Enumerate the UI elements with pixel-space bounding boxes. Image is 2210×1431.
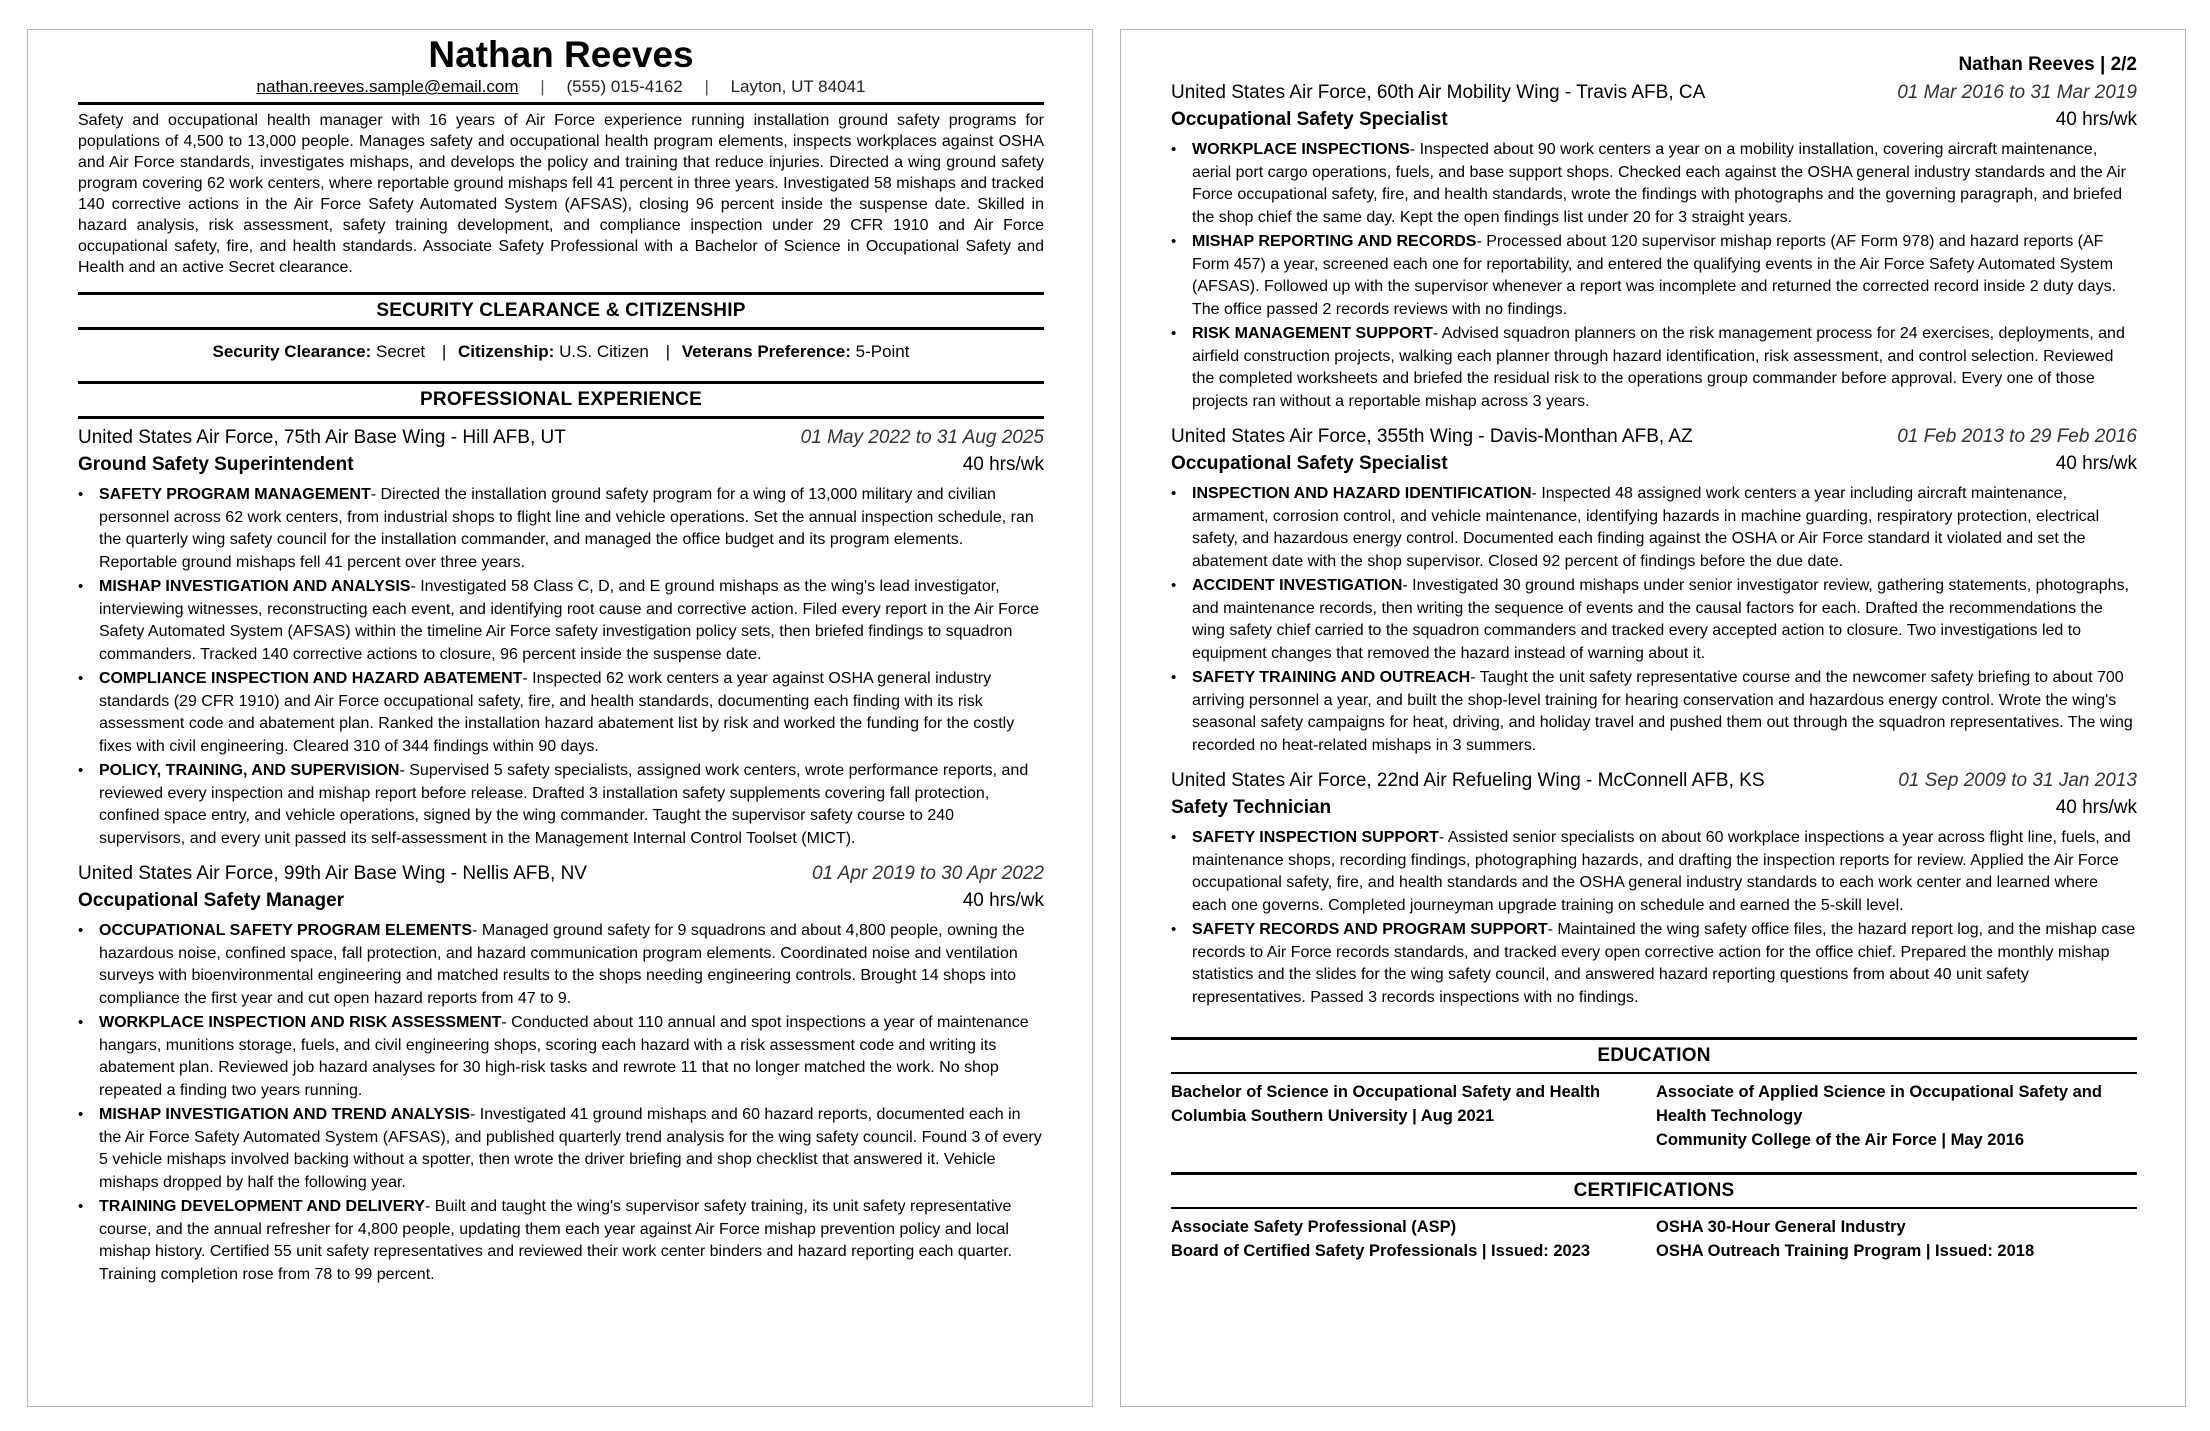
job-org-line — [78, 860, 1044, 887]
bullet-text: - Maintained the wing safety office files, the hazard report log, and the mishap case records to Air Force records standards, and tracked every open corrective action for the office chief. Prepared the monthly mishap statistics and the slides for the wing safety council, and answered hazard reporting questions from about 40 unit safety representatives. Passed 3 records inspections with no findings. — [1192, 921, 2136, 1006]
job-title-line — [1171, 106, 2137, 133]
job-hours: 40 hrs/wk — [962, 454, 1044, 475]
job-organization: United States Air Force, 22nd Air Refueling Wing - McConnell AFB, KS — [1171, 770, 1765, 791]
job-hours: 40 hrs/wk — [2055, 453, 2137, 474]
bullet-text: - Processed about 120 supervisor mishap reports (AF Form 978) and hazard reports (AF Form 457) a year, screened each one for reportability, and entered the qualifying events in the Air Force Safety Automated System (AFSAS). Followed up with the supervisor whenever a report was incomplete and returned the corrected record inside 2 duty days. The office passed 2 records reviews with no findings. — [1192, 233, 2117, 318]
list-item — [78, 576, 1044, 666]
certifications-section-heading: CERTIFICATIONS — [1171, 1172, 2137, 1209]
bullet-text: - Managed ground safety for 9 squadrons and about 4,800 people, owning the hazardous noise, confined space, fall protection, and hazard communication program elements. Coordinated noise and ventilation surveys with bioenvironmental engineering and matched results to the shops needing engineering controls. Brought 14 shops into compliance the first year and cut open hazard reports from 47 to 9. — [99, 922, 1025, 1007]
job-bullets — [1171, 483, 2137, 757]
bullet-lead: SAFETY PROGRAM MANAGEMENT — [99, 486, 371, 503]
experience-section-heading: PROFESSIONAL EXPERIENCE — [78, 381, 1044, 419]
job-entry — [78, 860, 1044, 1286]
bullet-lead: MISHAP REPORTING AND RECORDS — [1192, 233, 1477, 250]
contact-separator: | — [704, 77, 709, 96]
bullet-lead: POLICY, TRAINING, AND SUPERVISION — [99, 762, 400, 779]
job-organization: United States Air Force, 75th Air Base Wing - Hill AFB, UT — [78, 427, 566, 448]
list-item — [78, 1104, 1044, 1194]
location: Layton, UT 84041 — [730, 77, 866, 96]
education-section-heading: EDUCATION — [1171, 1037, 2137, 1074]
job-dates: 01 Feb 2013 to 29 Feb 2016 — [1897, 426, 2137, 447]
certification-list — [1171, 1215, 2137, 1263]
job-title: Occupational Safety Specialist — [1171, 109, 1448, 130]
candidate-name: Nathan Reeves — [428, 34, 694, 75]
list-item — [78, 760, 1044, 850]
bullet-text: - Directed the installation ground safety program for a wing of 13,000 military and civilian personnel across 62 work centers, from industrial shops to flight line and vehicle operations. Set the annual inspection schedule, ran the quarterly wing safety council for the installation commander, and managed the office budget and its program elements. Reportable ground mishaps fell 41 percent over three years. — [99, 486, 1034, 571]
phone-number: (555) 015-4162 — [566, 77, 683, 96]
job-bullets — [1171, 827, 2137, 1009]
list-item — [1171, 231, 2137, 321]
bullet-lead: SAFETY RECORDS AND PROGRAM SUPPORT — [1192, 921, 1548, 938]
bullet-text: - Investigated 41 ground mishaps and 60 hazard reports, documented each in the Air Force Safety Automated System (AFSAS), and published quarterly trend analysis for the wing safety council. Found 3 of every 5 vehicle mishaps involved backing without a spotter, then wrote the driver briefing and shop checklist that answered it. Vehicle mishaps dropped by half the following year. — [99, 1106, 1042, 1191]
citizenship-label: Citizenship: — [458, 342, 555, 361]
bullet-text: - Investigated 58 Class C, D, and E ground mishaps as the wing's lead investigator, interviewing witnesses, reconstructing each event, and identifying root cause and corrective action. Filed every report in the Air Force Safety Automated System (AFSAS) within the timeline Air Force safety investigation policy sets, then briefed findings to squadron commanders. Tracked 140 corrective actions to closure, 96 percent inside the suspense date. — [99, 578, 1040, 663]
job-bullets — [78, 920, 1044, 1286]
header-separator: | — [2099, 54, 2106, 75]
bullet-text: - Supervised 5 safety specialists, assigned work centers, wrote performance reports, and reviewed every inspection and mishap report before release. Drafted 3 installation safety supplements covering fall protection, confined space entry, and vehicle operations, signed by the wing commander. Taught the supervisor safety course to 240 supervisors, and every unit passed its self-assessment in the Management Internal Control Toolset (MICT). — [99, 762, 1029, 847]
bullet-lead: TRAINING DEVELOPMENT AND DELIVERY — [99, 1198, 425, 1215]
list-item — [1171, 139, 2137, 229]
list-item — [1171, 483, 2137, 573]
job-hours: 40 hrs/wk — [2055, 109, 2137, 130]
education-list — [1171, 1080, 2137, 1152]
job-organization: United States Air Force, 60th Air Mobility Wing - Travis AFB, CA — [1171, 82, 1706, 103]
list-item — [1171, 919, 2137, 1009]
job-bullets — [1171, 139, 2137, 413]
job-org-line — [1171, 79, 2137, 106]
veterans-preference-label: Veterans Preference: — [681, 342, 851, 361]
job-entry — [1171, 79, 2137, 413]
bullet-lead: ACCIDENT INVESTIGATION — [1192, 577, 1403, 594]
bullet-lead: OCCUPATIONAL SAFETY PROGRAM ELEMENTS — [99, 922, 473, 939]
citizenship-value: U.S. Citizen — [559, 342, 649, 361]
page-2-content — [1171, 30, 2137, 1263]
job-dates: 01 Sep 2009 to 31 Jan 2013 — [1898, 770, 2137, 791]
list-item — [78, 920, 1044, 1010]
job-title: Occupational Safety Specialist — [1171, 453, 1448, 474]
professional-summary: Safety and occupational health manager with 16 years of Air Force experience running installation ground safety programs for populations of 4,500 to 13,000 people. Manages safety and occupational health program elements, inspects workplaces against OSHA and Air Force standards, investigates mishaps, and develops the policy and training that reduce injuries. Directed a wing ground safety program covering 62 work centers, where reportable ground mishaps fell 41 percent in three years. Investigated 58 mishaps and tracked 140 corrective actions in the Air Force Safety Automated System (AFSAS), closing 96 percent inside the suspense date. Skilled in hazard analysis, risk assessment, safety training development, and compliance inspection under 29 CFR 1910 and Air Force occupational safety, fire, and health standards. Associate Safety Professional with a Bachelor of Science in Occupational Safety and Health and an active Secret clearance. — [78, 112, 1044, 276]
resume-page-1 — [27, 29, 1093, 1407]
job-organization: United States Air Force, 99th Air Base Wing - Nellis AFB, NV — [78, 863, 587, 884]
certification-entry — [1654, 1215, 2137, 1263]
bullet-text: - Inspected about 90 work centers a year on a mobility installation, covering aircraft maintenance, aerial port cargo operations, fuels, and base support shops. Checked each against the OSHA general industry standards and the Air Force occupational safety, fire, and health standards, wrote the findings with photographs and the governing paragraph, and briefed the shop chief the same day. Kept the open findings list under 20 for 3 straight years. — [1192, 141, 2126, 226]
bullet-lead: RISK MANAGEMENT SUPPORT — [1192, 325, 1433, 342]
list-item — [78, 1196, 1044, 1286]
education-entry — [1654, 1080, 2137, 1152]
degree-name: Bachelor of Science in Occupational Safety and Health — [1171, 1083, 1601, 1101]
page-1-content — [78, 30, 1044, 1288]
education-entry — [1171, 1080, 1654, 1152]
clearance-label: Security Clearance: — [212, 342, 372, 361]
page-number: 2/2 — [2110, 54, 2137, 75]
list-item — [78, 1012, 1044, 1102]
job-bullets — [78, 484, 1044, 850]
clearance-section-heading: SECURITY CLEARANCE & CITIZENSHIP — [78, 292, 1044, 330]
list-item — [78, 484, 1044, 574]
certification-issuer: Board of Certified Safety Professionals | Issued: 2023 — [1171, 1242, 1591, 1260]
list-item — [78, 668, 1044, 758]
bullet-lead: SAFETY INSPECTION SUPPORT — [1192, 829, 1439, 846]
bullet-lead: SAFETY TRAINING AND OUTREACH — [1192, 669, 1471, 686]
degree-name: Associate of Applied Science in Occupational Safety and Health Technology — [1656, 1083, 2102, 1125]
clearance-value: Secret — [375, 342, 426, 361]
contact-separator: | — [540, 77, 545, 96]
bullet-text: - Advised squadron planners on the risk management process for 24 exercises, deployments, and airfield construction projects, walking each planner through hazard identification, risk assessment, and control selection. Reviewed the completed worksheets and briefed the residual risk to the operations group commander before approval. Every one of those projects ran without a reportable mishap across 3 years. — [1192, 325, 2125, 410]
bullet-text: - Conducted about 110 annual and spot inspections a year of maintenance hangars, munitions storage, fuels, and civil engineering shops, scoring each hazard with a risk assessment code and writing its abatement plan. Reviewed job hazard analyses for 30 high-risk tasks and rewrote 11 that no longer matched the work. No shop repeated a finding two years running. — [99, 1014, 1029, 1099]
job-title: Ground Safety Superintendent — [78, 454, 354, 475]
certification-name: Associate Safety Professional (ASP) — [1171, 1218, 1457, 1236]
bullet-lead: MISHAP INVESTIGATION AND ANALYSIS — [99, 578, 411, 595]
job-hours: 40 hrs/wk — [2055, 797, 2137, 818]
bullet-text: - Inspected 62 work centers a year against OSHA general industry standards (29 CFR 1910) and Air Force occupational safety, fire, and health standards, documenting each finding with its risk assessment code and abatement plan. Ranked the installation hazard abatement list by risk and worked the funding for the costly fixes with civil engineering. Cleared 310 of 344 findings within 90 days. — [99, 670, 1015, 755]
job-entry — [1171, 423, 2137, 757]
bullet-lead: MISHAP INVESTIGATION AND TREND ANALYSIS — [99, 1106, 470, 1123]
school-line: Columbia Southern University | Aug 2021 — [1171, 1107, 1495, 1125]
header-name: Nathan Reeves — [1958, 54, 2095, 75]
list-item — [1171, 323, 2137, 413]
bullet-text: - Assisted senior specialists on about 60 workplace inspections a year across flight line, fuels, and maintenance shops, recording findings, photographing hazards, and drafting the inspection reports for review. Applied the Air Force occupational safety, fire, and health standards and the OSHA general industry standards to each work center and learned where each one governs. Completed journeyman upgrade training on schedule and earned the 5-skill level. — [1192, 829, 2131, 914]
page-2-header — [1171, 53, 2137, 77]
bullet-lead: INSPECTION AND HAZARD IDENTIFICATION — [1192, 485, 1532, 502]
list-item — [1171, 827, 2137, 917]
contact-line — [78, 77, 1044, 97]
job-title-line — [78, 887, 1044, 914]
clearance-separator: | — [665, 342, 670, 361]
list-item — [1171, 667, 2137, 757]
job-dates: 01 Apr 2019 to 30 Apr 2022 — [811, 863, 1044, 884]
job-title-line — [1171, 794, 2137, 821]
job-org-line — [1171, 423, 2137, 450]
clearance-line — [78, 341, 1044, 363]
bullet-text: - Taught the unit safety representative course and the newcomer safety briefing to about 700 arriving personnel a year, and built the shop-level training for hearing conservation and hazardous energy control. Wrote the wing's seasonal safety campaigns for heat, driving, and holiday travel and pushed them out through the squadron representatives. The wing recorded no heat-related mishaps in 3 summers. — [1192, 669, 2133, 754]
job-title-line — [78, 451, 1044, 478]
certification-entry — [1171, 1215, 1654, 1263]
bullet-text: - Inspected 48 assigned work centers a year including aircraft maintenance, armament, corrosion control, and vehicle maintenance, identifying hazards in machine guarding, respiratory protection, electrical safety, and hazardous energy control. Documented each finding against the OSHA or Air Force standard it violated and set the abatement date with the shop supervisor. Closed 92 percent of findings before the due date. — [1192, 485, 2100, 570]
bullet-text: - Investigated 30 ground mishaps under senior investigator review, gathering statements, photographs, and maintenance records, then writing the sequence of events and the causal factors for each. Drafted the recommendations the wing safety chief carried to the squadron commanders and tracked every accepted action to closure. Two investigations led to equipment changes that removed the hazard instead of warning about it. — [1192, 577, 2130, 662]
job-organization: United States Air Force, 355th Wing - Davis-Monthan AFB, AZ — [1171, 426, 1693, 447]
certification-issuer: OSHA Outreach Training Program | Issued: 2018 — [1656, 1242, 2035, 1260]
resume-page-2 — [1120, 29, 2186, 1407]
job-entry — [1171, 767, 2137, 1009]
job-title: Occupational Safety Manager — [78, 890, 345, 911]
job-dates: 01 May 2022 to 31 Aug 2025 — [800, 427, 1044, 448]
job-title-line — [1171, 450, 2137, 477]
bullet-lead: WORKPLACE INSPECTION AND RISK ASSESSMENT — [99, 1014, 502, 1031]
header-divider — [78, 102, 1044, 105]
job-dates: 01 Mar 2016 to 31 Mar 2019 — [1897, 82, 2137, 103]
clearance-separator: | — [441, 342, 447, 361]
veterans-preference-value: 5-Point — [855, 342, 910, 361]
certification-name: OSHA 30-Hour General Industry — [1656, 1218, 1906, 1236]
list-item — [1171, 575, 2137, 665]
bullet-lead: COMPLIANCE INSPECTION AND HAZARD ABATEMENT — [99, 670, 523, 687]
bullet-text: - Built and taught the wing's supervisor safety training, its unit safety representative course, and the annual refresher for 4,800 people, updating them each year against Air Force mishap prevention policy and local mishap history. Certified 55 unit safety representatives and reviewed their work center binders and hazard reporting each quarter. Training completion rose from 78 to 99 percent. — [99, 1198, 1013, 1283]
bullet-lead: WORKPLACE INSPECTIONS — [1192, 141, 1410, 158]
school-line: Community College of the Air Force | May 2016 — [1656, 1131, 2025, 1149]
job-org-line — [1171, 767, 2137, 794]
job-entry — [78, 424, 1044, 850]
job-org-line — [78, 424, 1044, 451]
email-link[interactable]: nathan.reeves.sample@email.com — [256, 77, 519, 96]
job-hours: 40 hrs/wk — [962, 890, 1044, 911]
job-title: Safety Technician — [1171, 797, 1332, 818]
